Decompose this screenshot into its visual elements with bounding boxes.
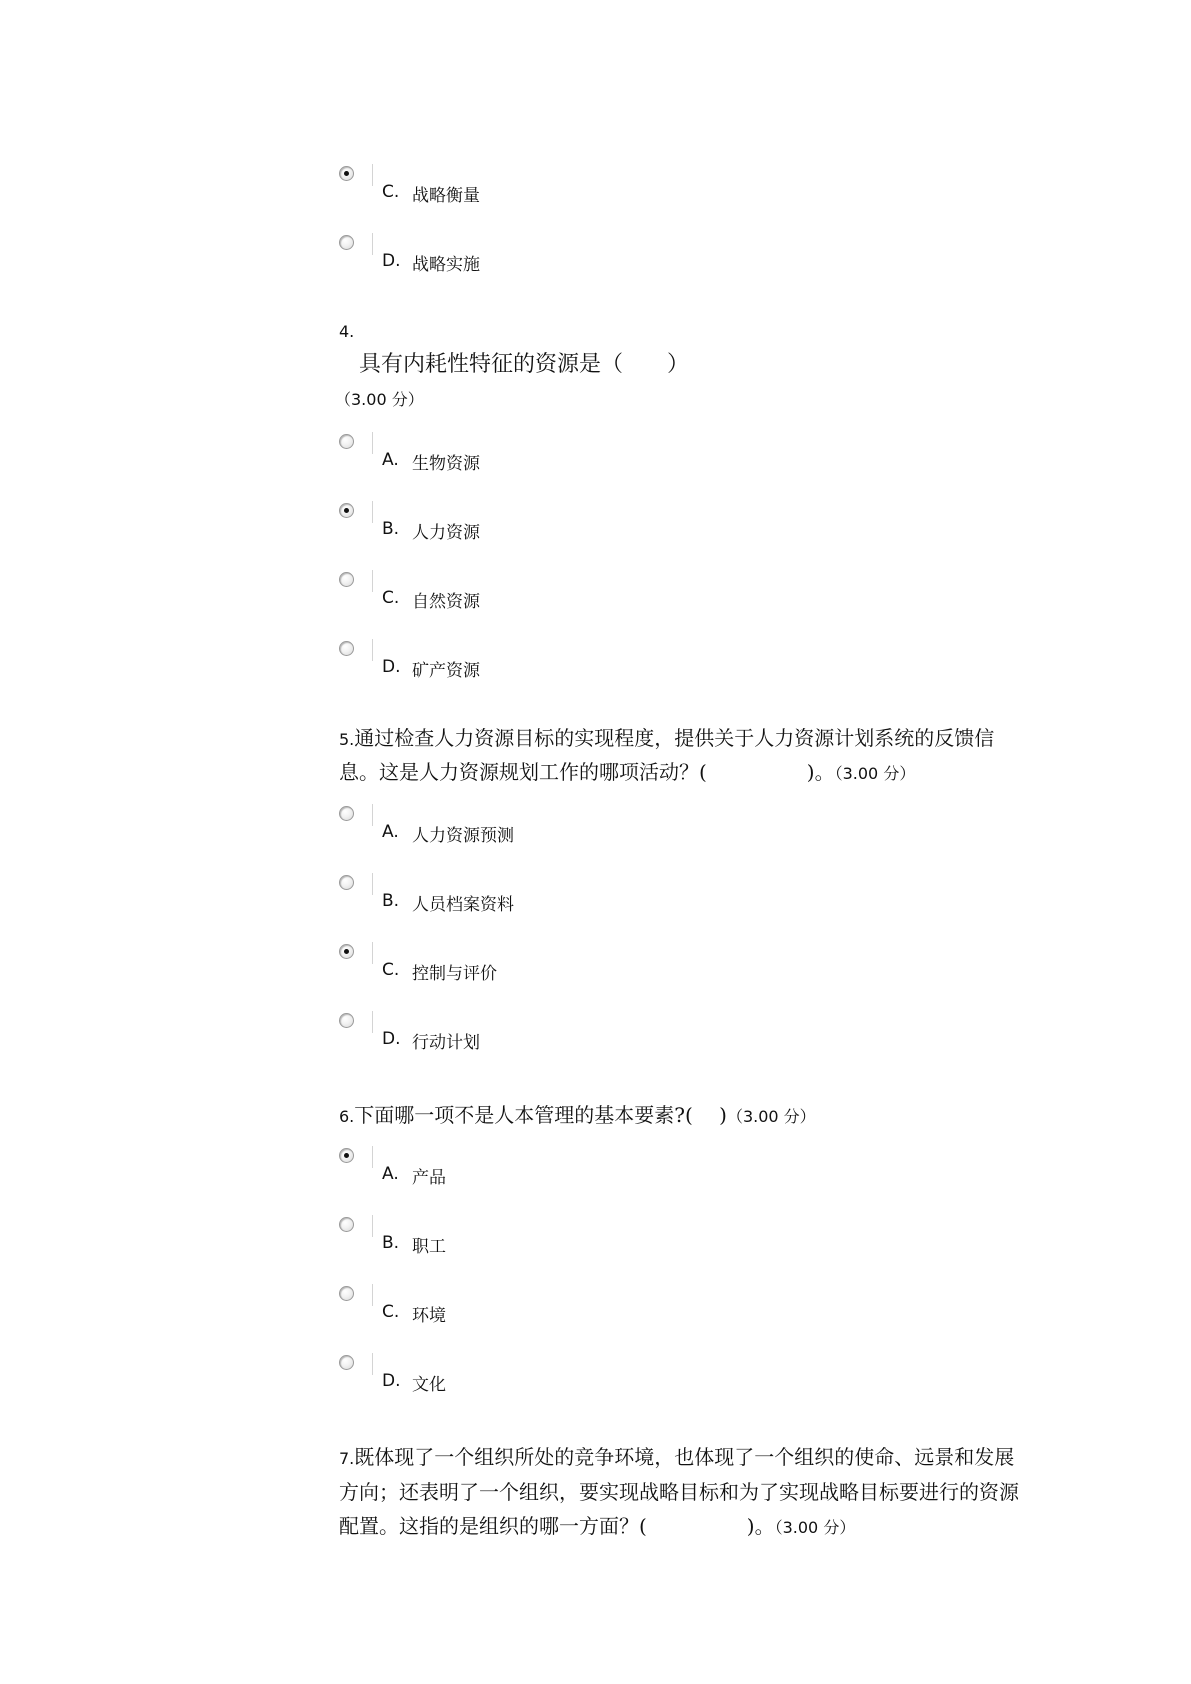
divider <box>372 804 373 826</box>
option-text: 产品 <box>412 1168 446 1188</box>
q6-option-b[interactable] <box>339 1217 1039 1257</box>
option-letter: A. <box>382 822 399 842</box>
radio-icon[interactable] <box>339 434 354 449</box>
question-stem-line <box>339 1510 855 1539</box>
option-letter: A. <box>382 450 399 470</box>
option-letter: C. <box>382 1302 400 1322</box>
question-score: （3.00 分） <box>335 390 424 409</box>
divider <box>372 432 373 454</box>
option-letter: B. <box>382 891 400 911</box>
option-letter: B. <box>382 519 400 539</box>
option-letter: A. <box>382 1164 399 1184</box>
divider <box>372 873 373 895</box>
question-stem: 具有内耗性特征的资源是（ ） <box>359 352 690 377</box>
q3-option-d[interactable] <box>339 235 1039 275</box>
q4-option-a[interactable] <box>339 434 1039 474</box>
option-letter: C. <box>382 588 400 608</box>
q5-option-a[interactable] <box>339 806 1039 846</box>
q6-option-c[interactable] <box>339 1286 1039 1326</box>
option-text: 控制与评价 <box>412 964 497 984</box>
q4-option-b[interactable] <box>339 503 1039 543</box>
question-stem: 方向；还表明了一个组织，要实现战略目标和为了实现战略目标要进行的资源 <box>339 1480 1019 1504</box>
option-text: 自然资源 <box>412 592 480 612</box>
option-text: 生物资源 <box>412 454 480 474</box>
divider <box>372 1011 373 1033</box>
q6-option-a[interactable] <box>339 1148 1039 1188</box>
option-letter: C. <box>382 960 400 980</box>
divider <box>372 1215 373 1237</box>
option-text: 文化 <box>412 1375 446 1395</box>
q5-option-d[interactable] <box>339 1013 1039 1053</box>
option-letter: C. <box>382 182 400 202</box>
q5-option-c[interactable] <box>339 944 1039 984</box>
radio-icon[interactable] <box>339 875 354 890</box>
radio-icon[interactable] <box>339 806 354 821</box>
question-score: （3.00 分） <box>834 764 916 783</box>
option-letter: D. <box>382 657 401 677</box>
q4-option-c[interactable] <box>339 572 1039 612</box>
option-letter: D. <box>382 1029 401 1049</box>
option-text: 人力资源预测 <box>412 826 514 846</box>
question-score: （3.00 分） <box>726 1107 816 1126</box>
option-text: 环境 <box>412 1306 446 1326</box>
radio-icon[interactable] <box>339 235 354 250</box>
radio-icon[interactable] <box>339 641 354 656</box>
question-stem: 息。这是人力资源规划工作的哪项活动？( )。 <box>339 760 835 784</box>
question-stem-line <box>339 1441 1014 1470</box>
option-text: 矿产资源 <box>412 661 480 681</box>
option-letter: B. <box>382 1233 400 1253</box>
divider <box>372 639 373 661</box>
q6-option-d[interactable] <box>339 1355 1039 1395</box>
option-text: 行动计划 <box>412 1033 480 1053</box>
divider <box>372 1146 373 1168</box>
question-stem: 配置。这指的是组织的哪一方面？( )。 <box>339 1514 775 1538</box>
radio-checked-icon[interactable] <box>339 166 354 181</box>
question-stem-line <box>339 1099 816 1128</box>
divider <box>372 570 373 592</box>
q3-option-c[interactable] <box>339 166 1039 206</box>
radio-icon[interactable] <box>339 1217 354 1232</box>
option-text: 人员档案资料 <box>412 895 514 915</box>
divider <box>372 501 373 523</box>
question-score: （3.00 分） <box>774 1518 856 1537</box>
option-letter: D. <box>382 1371 401 1391</box>
radio-checked-icon[interactable] <box>339 1148 354 1163</box>
question-stem-line <box>339 722 994 751</box>
question-stem: 通过检查人力资源目标的实现程度，提供关于人力资源计划系统的反馈信 <box>354 726 995 750</box>
option-letter: D. <box>382 251 401 271</box>
divider <box>372 164 373 186</box>
question-stem-line <box>339 756 915 785</box>
question-number: 7. <box>339 1449 355 1468</box>
radio-icon[interactable] <box>339 572 354 587</box>
radio-checked-icon[interactable] <box>339 503 354 518</box>
question-stem: 既体现了一个组织所处的竞争环境，也体现了一个组织的使命、远景和发展 <box>354 1445 1015 1469</box>
option-text: 人力资源 <box>412 523 480 543</box>
divider <box>372 1353 373 1375</box>
option-text: 战略实施 <box>412 255 480 275</box>
q5-option-b[interactable] <box>339 875 1039 915</box>
question-stem: 下面哪一项不是人本管理的基本要素?( ) <box>354 1103 727 1127</box>
question-stem-line <box>339 1476 1019 1505</box>
divider <box>372 1284 373 1306</box>
divider <box>372 942 373 964</box>
option-text: 战略衡量 <box>412 186 480 206</box>
divider <box>372 233 373 255</box>
radio-icon[interactable] <box>339 1286 354 1301</box>
radio-icon[interactable] <box>339 1355 354 1370</box>
q4-option-d[interactable] <box>339 641 1039 681</box>
question-number: 6. <box>339 1107 355 1126</box>
radio-icon[interactable] <box>339 1013 354 1028</box>
radio-checked-icon[interactable] <box>339 944 354 959</box>
option-text: 职工 <box>412 1237 446 1257</box>
question-number: 5. <box>339 730 355 749</box>
question-number: 4. <box>339 322 355 341</box>
